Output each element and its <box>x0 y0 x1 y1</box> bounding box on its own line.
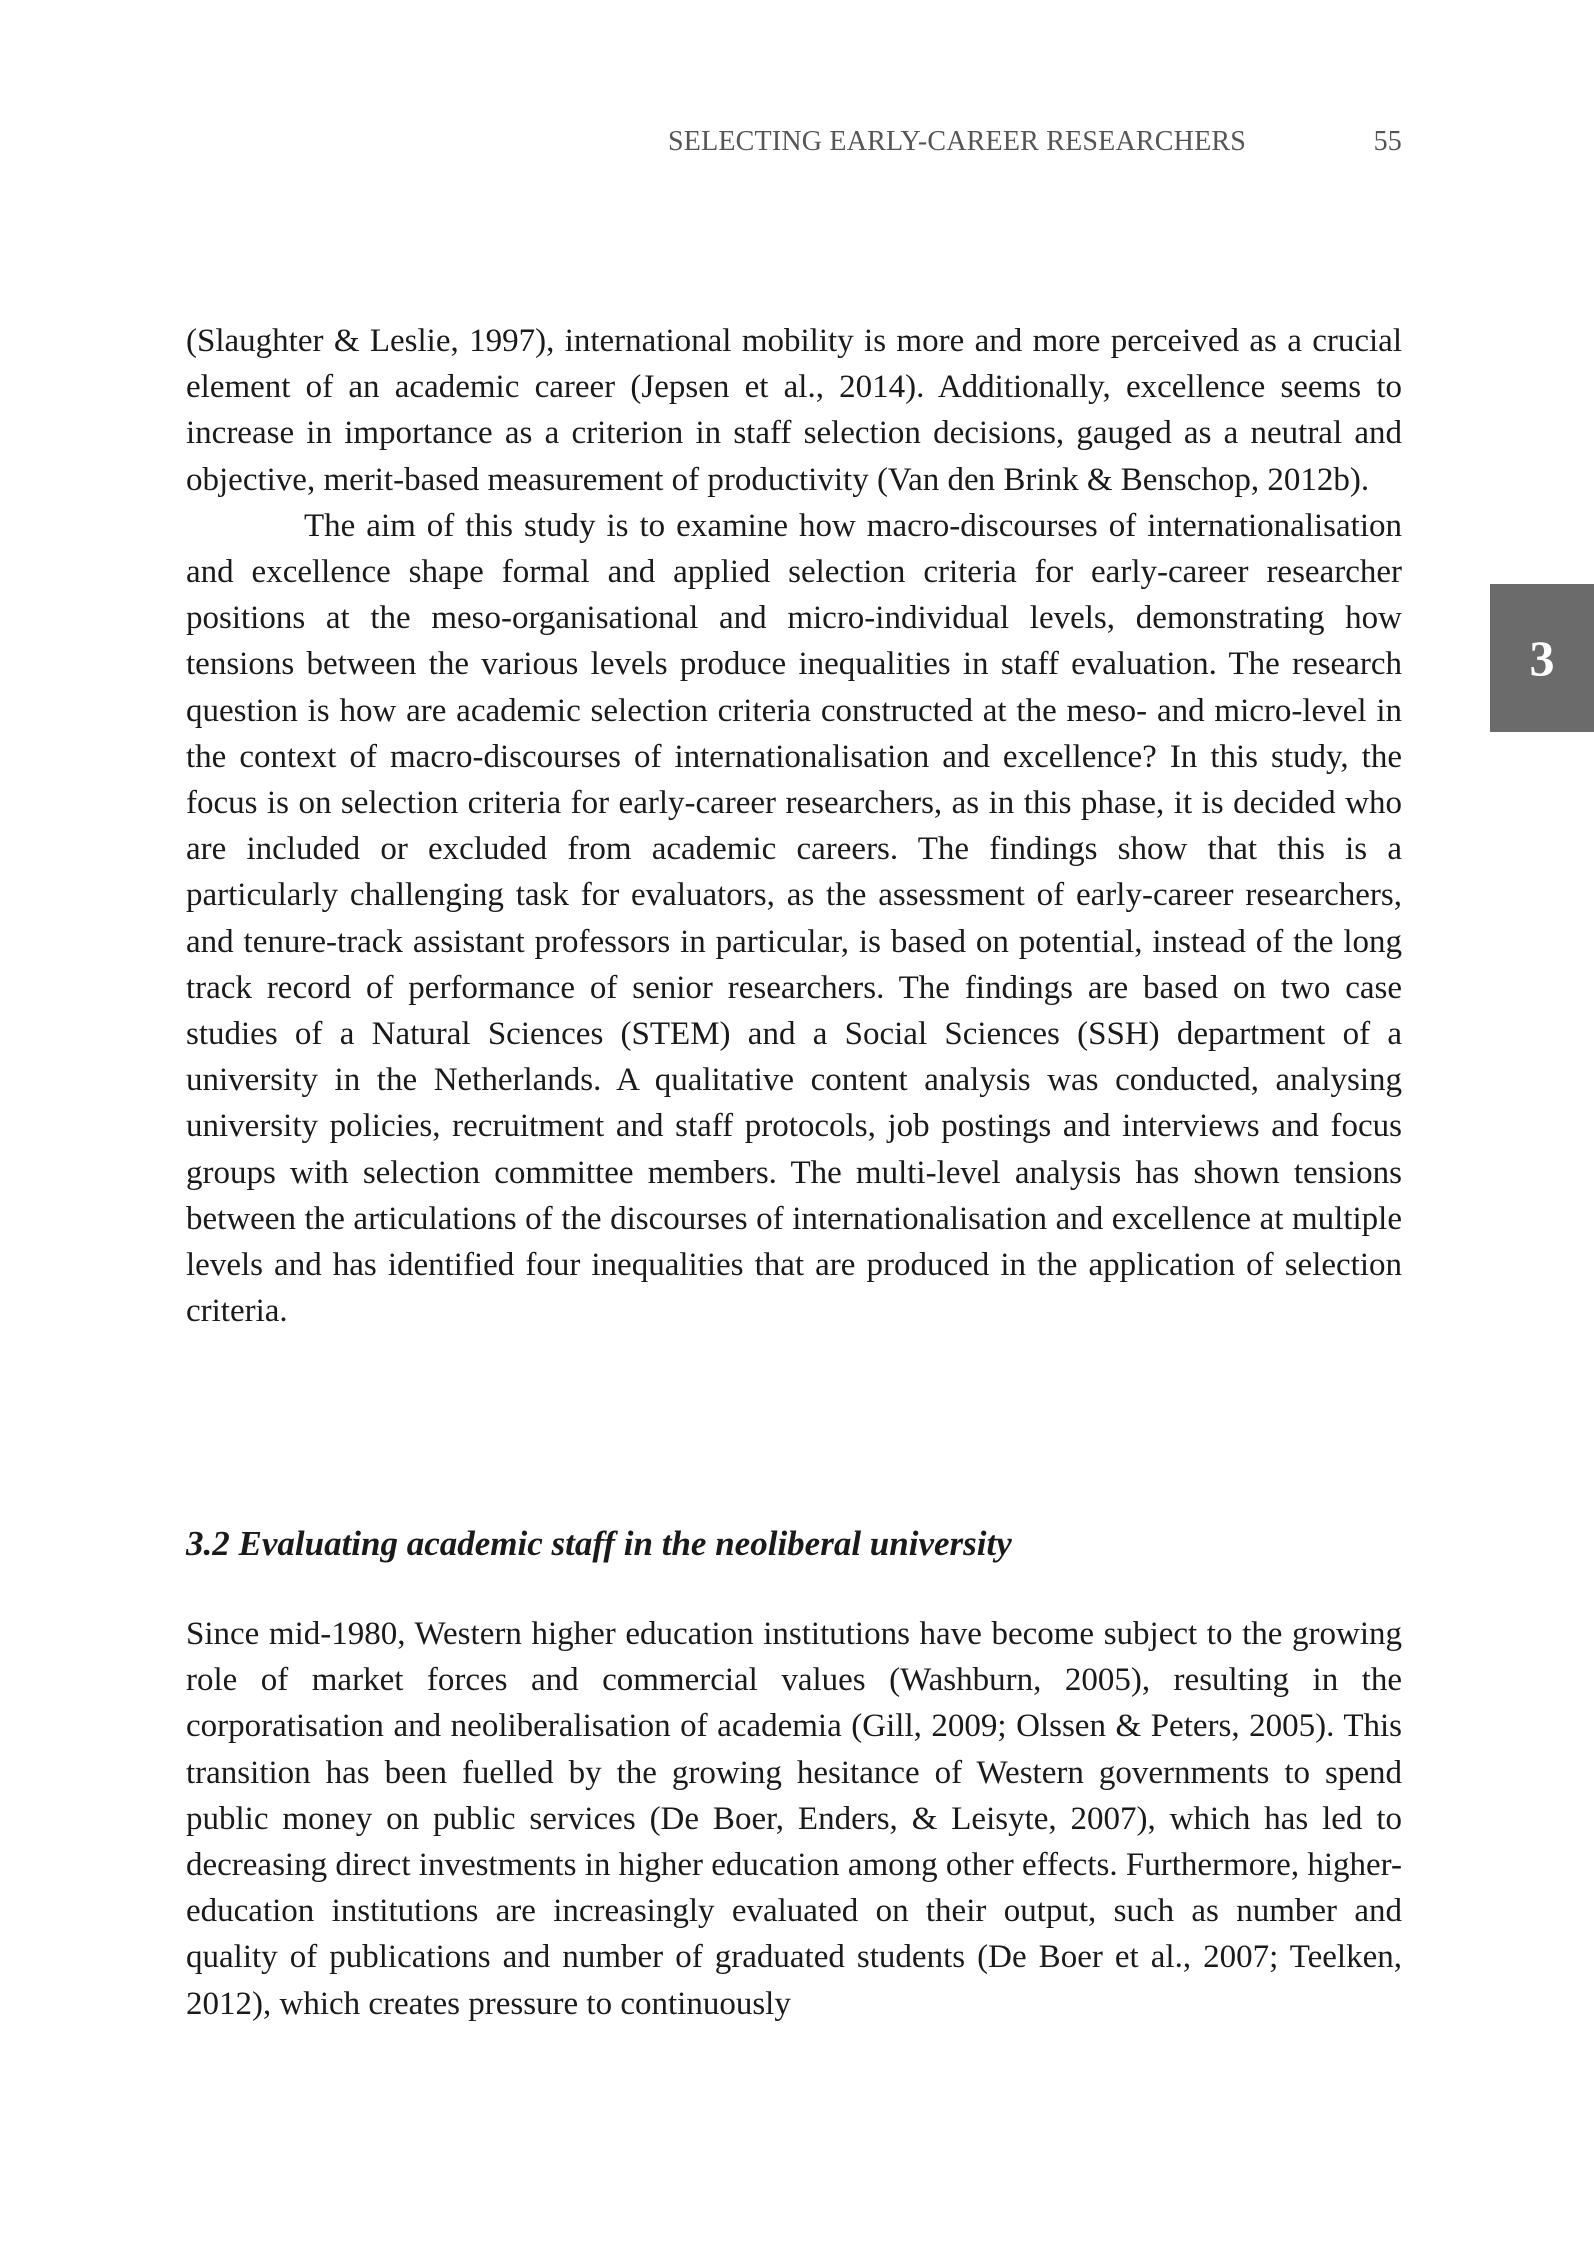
paragraph-study-aim: The aim of this study is to examine how macro-discourses of internationalisation and excellence shape formal and applied selection criteria for early-career researcher positions at the meso-organisational and micro-individual levels, demonstrating how tensions between the various levels produce inequalities in staff evaluation. The research question is how are academic selection criteria constructed at the meso- and micro-level in the context of macro-discourses of internationalisation and excellence? In this study, the focus is on selection criteria for early-career researchers, as in this phase, it is decided who are included or excluded from academic careers. The findings show that this is a particularly challenging task for evaluators, as the assessment of early-career researchers, and tenure-track assistant professors in particular, is based on potential, instead of the long track record of performance of senior researchers. The findings are based on two case studies of a Natural Sciences (STEM) and a Social Sciences (SSH) department of a university in the Netherlands. A qualitative content analysis was conducted, analysing university policies, recruitment and staff protocols, job postings and interviews and focus groups with selection committee members. The multi-level analysis has shown tensions between the articulations of the discourses of internationalisation and excellence at multiple levels and has identified four inequalities that are produced in the application of selection criteria. <box>186 507 1402 1330</box>
page-number: 55 <box>1373 126 1402 157</box>
running-head <box>668 126 1402 160</box>
paragraph-section-3-2: Since mid-1980, Western higher education institutions have become subject to the growing role of market forces and commercial values (Washburn, 2005), resulting in the corporatisation and neoliberalisation of academia (Gill, 2009; Olssen & Peters, 2005). This transition has been fuelled by the growing hesitance of Western governments to spend public money on public services (De Boer, Enders, & Leisyte, 2007), which has led to decreasing direct investments in higher education among other effects. Furthermore, higher-education institutions are increasingly evaluated on their output, such as number and quality of publications and number of graduated students (De Boer et al., 2007; Teelken, 2012), which creates pressure to continuously <box>186 1616 1402 2022</box>
running-head-title: SELECTING EARLY-CAREER RESEARCHERS <box>668 126 1247 157</box>
paragraph-intro-continuation: (Slaughter & Leslie, 1997), international mobility is more and more perceived as a crucial element of an academic career (Jepsen et al., 2014). Additionally, excellence seems to increase in importance as a criterion in staff selection decisions, gauged as a neutral and objective, merit-based measurement of productivity (Van den Brink & Benschop, 2012b). <box>186 323 1402 498</box>
section-heading: 3.2 Evaluating academic staff in the neoliberal university <box>186 1524 1012 1563</box>
chapter-number: 3 <box>1529 630 1555 686</box>
chapter-thumb-tab <box>1490 584 1594 732</box>
page-body <box>186 318 1402 2022</box>
